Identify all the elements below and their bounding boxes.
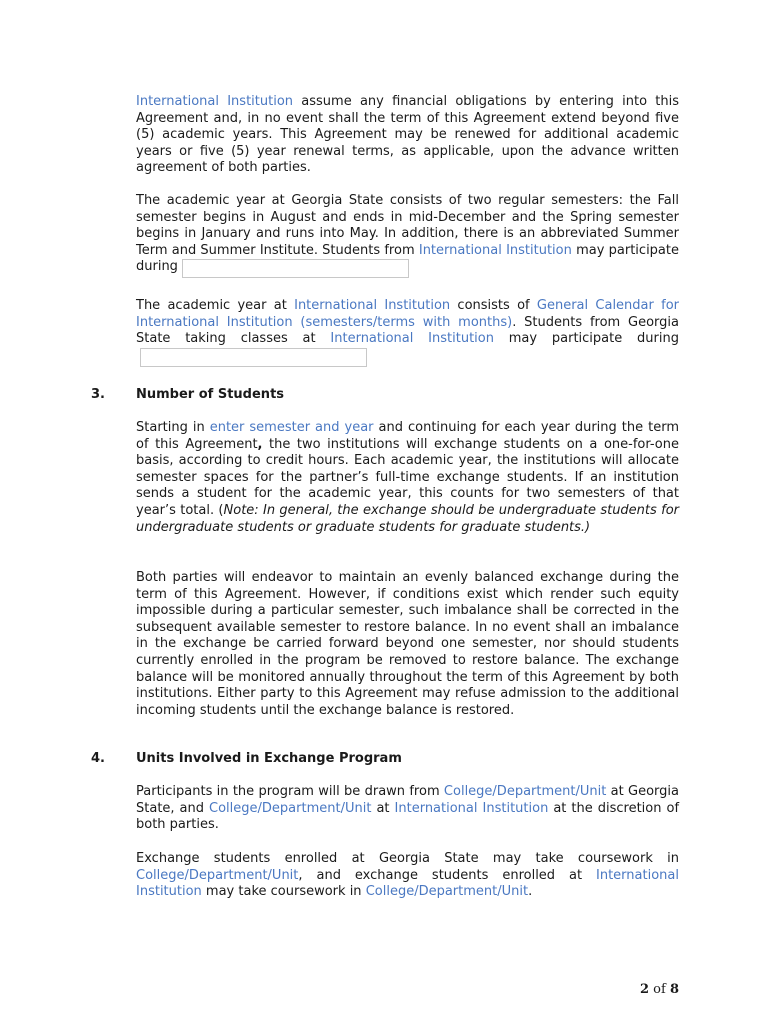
paragraph-participants: Participants in the program will be drawn from College/Department/Unit at Georgia State, and College/Department/Unit at International Institution at the discretion of both parties.	[136, 784, 680, 833]
placeholder-international-institution[interactable]: International Institution	[418, 242, 572, 258]
placeholder-international-institution[interactable]: International Institution	[330, 331, 494, 347]
placeholder-college-department-unit[interactable]: College/Department/Unit	[443, 784, 607, 799]
placeholder-international-institution[interactable]: International Institution	[136, 94, 294, 109]
placeholder-general-calendar[interactable]: General Calendar for International Institution (semesters/terms with months)	[136, 298, 680, 330]
section-4-title: Units Involved in Exchange Program	[136, 751, 402, 766]
placeholder-international-institution[interactable]: International Institution	[136, 867, 679, 900]
paragraph-number-of-students: Starting in enter semester and year and continuing for each year during the term of this Agreement, the two institutions will exchange students on a one-for-one basis, according to credit hours. Each academic year, the institutions will allocate semester spaces for the partner’s full-time exchange students. If an institution sends a student for the academic year, this counts for two semesters of that year’s total. (Note: In general, the exchange should be undergraduate students for undergraduate students or graduate students for graduate students.)	[136, 420, 679, 535]
section-3-number: 3.	[91, 387, 105, 402]
placeholder-college-department-unit[interactable]: College/Department/Unit	[209, 800, 372, 816]
paragraph-partner-academic-year: The academic year at International Institution consists of General Calendar for International Institution (semesters/terms with months). Students from Georgia State taking classes at International Institution may participate during	[136, 298, 679, 367]
section-4-number: 4.	[91, 751, 105, 766]
paragraph-term-obligations: International Institution assume any financial obligations by entering into this Agreement and, in no event shall the term of this Agreement extend beyond five (5) academic years. This Agreement may be renewed for additional academic years or five (5) year renewal terms, as applicable, upon the advance written agreement of both parties.	[136, 94, 680, 176]
participation-period-field[interactable]	[182, 259, 409, 278]
placeholder-semester-year[interactable]: enter semester and year	[209, 420, 374, 435]
note-text: Note: In general, the exchange should be undergraduate students for undergraduate students or graduate students for graduate students.)	[136, 502, 679, 535]
placeholder-college-department-unit[interactable]: College/Department/Unit	[136, 867, 299, 883]
page-number: 2 of 8	[640, 982, 679, 997]
paragraph-coursework: Exchange students enrolled at Georgia State may take coursework in College/Department/Unit, and exchange students enrolled at International Institution may take coursework in College/Department/Unit.	[136, 851, 679, 900]
placeholder-international-institution[interactable]: International Institution	[294, 298, 451, 313]
placeholder-international-institution[interactable]: International Institution	[394, 800, 549, 816]
paragraph-balanced-exchange: Both parties will endeavor to maintain an evenly balanced exchange during the term of this Agreement. However, if conditions exist which render such equity impossible during a particular semester, such imbalance shall be corrected in the subsequent available semester to restore balance. In no event shall an imbalance in the exchange be carried forward beyond one semester, nor should students currently enrolled in the program be removed to restore balance. The exchange balance will be monitored annually throughout the term of this Agreement by both institutions. Either party to this Agreement may refuse admission to the additional incoming students until the exchange balance is restored.	[136, 570, 679, 718]
placeholder-college-department-unit[interactable]: College/Department/Unit	[365, 884, 529, 900]
participation-period-field[interactable]	[140, 348, 367, 367]
section-3-title: Number of Students	[136, 387, 285, 402]
paragraph-georgia-state-academic-year: The academic year at Georgia State consists of two regular semesters: the Fall semester begins in August and ends in mid-December and the Spring semester begins in January and runs into May. In addition, there is an abbreviated Summer Term and Summer Institute. Students from International Institution may participate during	[136, 193, 679, 278]
